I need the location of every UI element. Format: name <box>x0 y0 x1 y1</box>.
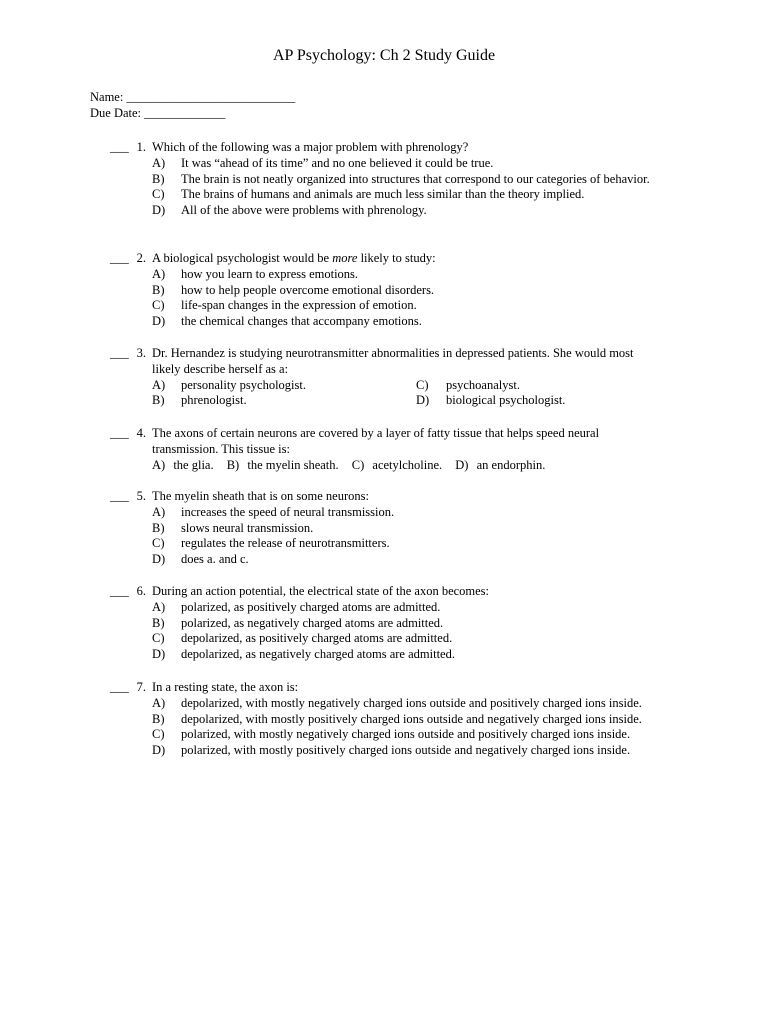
option-letter: B) <box>152 282 165 297</box>
option-c <box>0 727 661 743</box>
answer-blank: ___ <box>110 251 129 265</box>
question-number: 7. <box>136 680 146 694</box>
option-a: A) the glia. <box>152 457 214 472</box>
option-letter: B) <box>152 171 165 186</box>
option-letter: A) <box>152 155 166 170</box>
question-4 <box>0 426 768 473</box>
due-date-label: Due Date: <box>90 106 142 120</box>
option-letter: D) <box>152 203 166 218</box>
question-7 <box>0 680 768 759</box>
option-b <box>0 521 661 537</box>
option-text: how you learn to express emotions. <box>181 266 359 281</box>
option-b <box>0 283 661 299</box>
name-line: ___________________________ <box>126 90 296 104</box>
name-field <box>90 90 295 106</box>
due-date-field <box>90 106 225 122</box>
option-letter-b: B) <box>152 393 165 408</box>
option-d <box>0 743 661 759</box>
name-label: Name: <box>90 90 124 104</box>
document-title: AP Psychology: Ch 2 Study Guide <box>272 47 496 64</box>
question-5 <box>0 489 768 568</box>
answer-blank: ___ <box>110 346 129 360</box>
option-a <box>0 505 661 521</box>
question-1 <box>0 140 768 219</box>
option-text: polarized, with mostly positively charged ions outside and negatively charged ions inside. <box>181 743 631 758</box>
option-letter-c: C) <box>416 377 429 392</box>
answer-blank: ___ <box>110 426 129 440</box>
option-letter: B) <box>152 615 165 630</box>
question-number: 2. <box>136 251 146 265</box>
question-stem: Which of the following was a major problem with phrenology? <box>152 140 469 154</box>
options-inline <box>152 458 768 474</box>
option-text: regulates the release of neurotransmitters. <box>181 536 390 551</box>
option-letter: C) <box>152 631 165 646</box>
option-a <box>0 267 661 283</box>
answer-blank: ___ <box>110 489 129 503</box>
option-text: depolarized, with mostly negatively charged ions outside and positively charged ions inside. <box>181 695 642 710</box>
question-6 <box>0 584 768 663</box>
option-letter: A) <box>152 504 166 519</box>
option-c <box>0 298 661 314</box>
option-a <box>0 696 661 712</box>
options-two-column <box>0 378 768 410</box>
option-letter: C) <box>152 298 165 313</box>
option-text: depolarized, as positively charged atoms are admitted. <box>181 631 453 646</box>
question-stem: In a resting state, the axon is: <box>152 680 299 694</box>
option-letter: C) <box>152 187 165 202</box>
option-d: D) an endorphin. <box>455 457 546 472</box>
option-text: how to help people overcome emotional disorders. <box>181 282 435 297</box>
option-text: polarized, as positively charged atoms are admitted. <box>181 599 441 614</box>
option-text: polarized, with mostly negatively charged ions outside and positively charged ions inside. <box>181 727 631 742</box>
option-text: The brains of humans and animals are much less similar than the theory implied. <box>181 187 585 202</box>
option-text-a: personality psychologist. <box>181 377 306 392</box>
option-b <box>0 616 661 632</box>
option-letter-d: D) <box>416 393 430 408</box>
option-letter: A) <box>152 599 166 614</box>
option-text: depolarized, as negatively charged atoms are admitted. <box>181 647 455 662</box>
option-letter: B) <box>152 520 165 535</box>
option-d <box>0 647 661 663</box>
option-text: does a. and c. <box>181 552 249 567</box>
question-stem: A biological psychologist would be more likely to study: <box>152 251 436 265</box>
option-letter-a: A) <box>152 377 166 392</box>
option-c <box>0 187 661 203</box>
answer-blank: ___ <box>110 140 129 154</box>
option-letter: A) <box>152 695 166 710</box>
question-number: 6. <box>136 584 146 598</box>
option-text-c: psychoanalyst. <box>446 377 520 392</box>
question-number: 5. <box>136 489 146 503</box>
question-number: 4. <box>136 426 146 440</box>
emphasis-word: more <box>332 251 358 265</box>
option-letter: C) <box>152 536 165 551</box>
option-b: B) the myelin sheath. <box>226 457 339 472</box>
option-letter: D) <box>152 647 166 662</box>
option-text: It was “ahead of its time” and no one believed it could be true. <box>181 155 494 170</box>
option-text: depolarized, with mostly positively charged ions outside and negatively charged ions inside. <box>181 711 642 726</box>
question-3 <box>0 346 768 409</box>
option-text: life-span changes in the expression of emotion. <box>181 298 417 313</box>
option-text: increases the speed of neural transmission. <box>181 504 395 519</box>
question-2 <box>0 251 768 330</box>
option-d <box>0 552 661 568</box>
question-stem: During an action potential, the electrical state of the axon becomes: <box>152 584 490 598</box>
option-text-b: phrenologist. <box>181 393 247 408</box>
option-a <box>0 600 661 616</box>
option-letter: C) <box>152 727 165 742</box>
option-letter: A) <box>152 266 166 281</box>
option-b <box>0 172 661 188</box>
option-c <box>0 536 661 552</box>
due-date-line: _____________ <box>144 106 226 120</box>
option-d <box>0 203 661 219</box>
answer-blank: ___ <box>110 680 129 694</box>
option-text-d: biological psychologist. <box>446 393 566 408</box>
option-text: The brain is not neatly organized into structures that correspond to our categories of behavior. <box>181 171 650 186</box>
option-c: C) acetylcholine. <box>351 457 443 472</box>
option-b <box>0 712 661 728</box>
option-d <box>0 314 661 330</box>
option-letter: B) <box>152 711 165 726</box>
question-number: 3. <box>136 346 146 360</box>
question-stem: Dr. Hernandez is studying neurotransmitter abnormalities in depressed patients. She would most likely describe herself as a: <box>152 346 634 376</box>
option-letter: D) <box>152 314 166 329</box>
option-text: polarized, as negatively charged atoms are admitted. <box>181 615 444 630</box>
option-letter: D) <box>152 743 166 758</box>
option-text: All of the above were problems with phrenology. <box>181 203 427 218</box>
option-a <box>0 156 661 172</box>
answer-blank: ___ <box>110 584 129 598</box>
question-stem: The myelin sheath that is on some neurons: <box>152 489 369 503</box>
option-letter: D) <box>152 552 166 567</box>
option-c <box>0 631 661 647</box>
question-stem: The axons of certain neurons are covered by a layer of fatty tissue that helps speed neural transmission. This tissue is: <box>152 426 600 456</box>
option-text: the chemical changes that accompany emotions. <box>181 314 422 329</box>
option-text: slows neural transmission. <box>181 520 314 535</box>
question-number: 1. <box>136 140 146 154</box>
